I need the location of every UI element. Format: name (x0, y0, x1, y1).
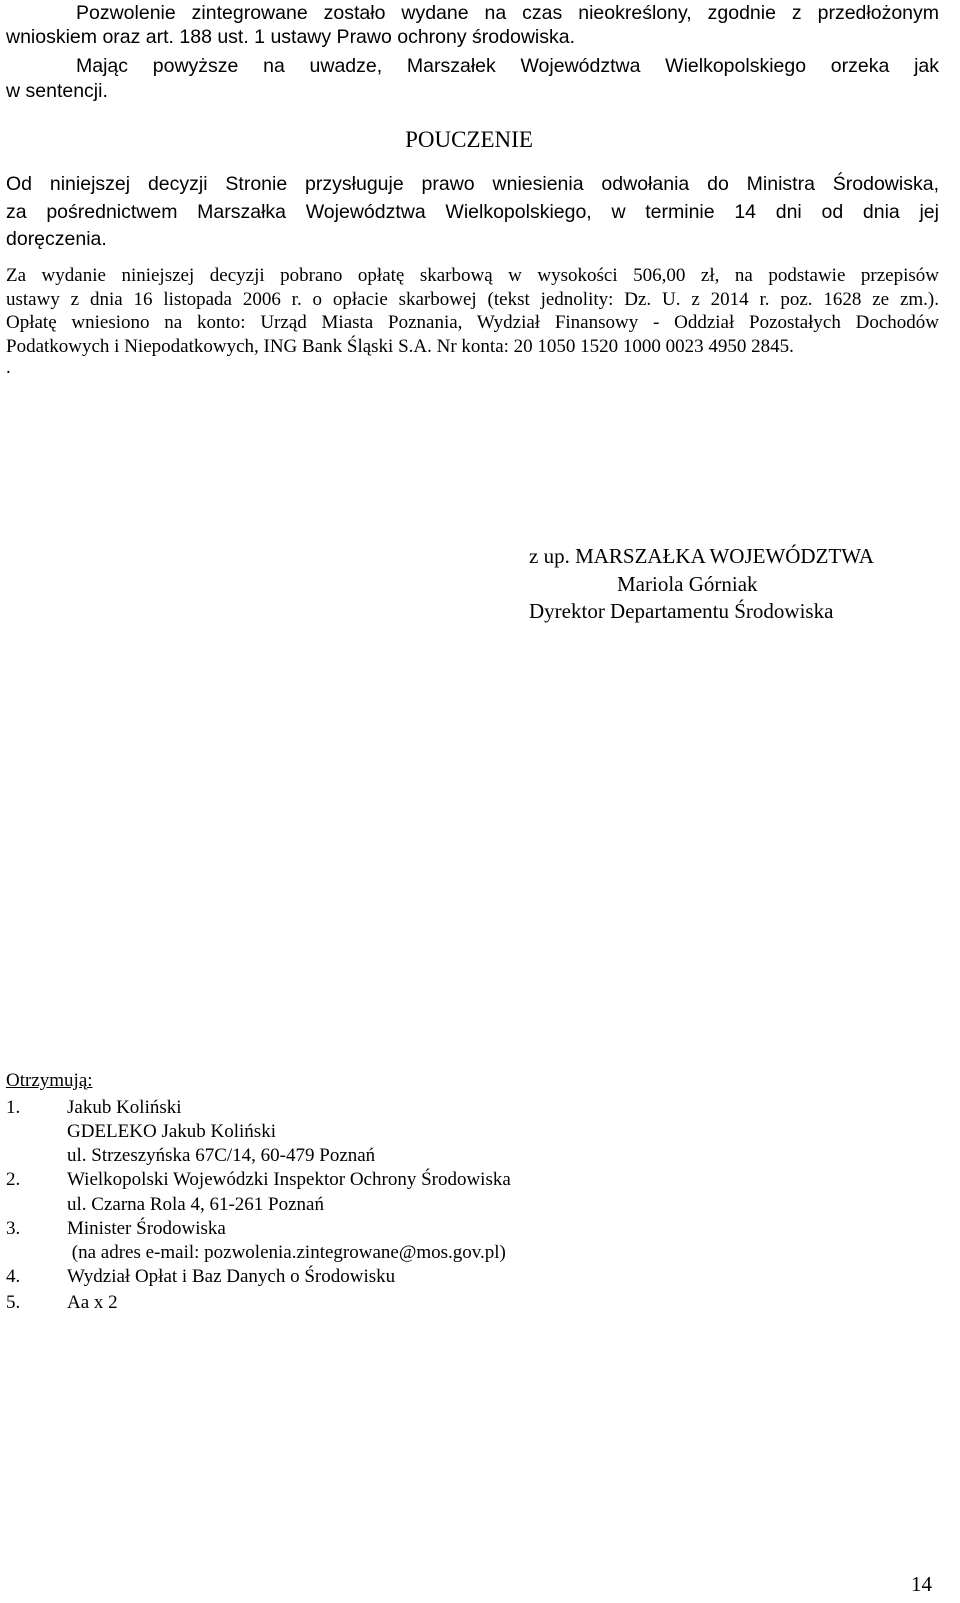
signature-name: Mariola Górniak (617, 572, 758, 596)
fee-line-4: Podatkowych i Niepodatkowych, ING Bank Śląski S.A. Nr konta: 20 1050 1520 1000 0023 4950 2845. (6, 336, 794, 357)
pouczenie-heading: POUCZENIE (405, 127, 533, 152)
recipient-2-line-1: Wielkopolski Wojewódzki Inspektor Ochrony Środowiska (67, 1169, 511, 1190)
recipient-1-line-3: ul. Strzeszyńska 67C/14, 60-479 Poznań (67, 1145, 376, 1166)
recipient-1-line-2: GDELEKO Jakub Koliński (67, 1121, 276, 1142)
recipient-3-line-1: Minister Środowiska (67, 1218, 226, 1239)
recipient-4-number: 4. (6, 1266, 21, 1287)
recipient-4-line-1: Wydział Opłat i Baz Danych o Środowisku (67, 1266, 396, 1287)
fee-line-3: Opłatę wniesiono na konto: Urząd Miasta Poznania, Wydział Finansowy - Oddział Pozostałych Dochodów (6, 312, 939, 333)
fee-line-1: Za wydanie niniejszej decyzji pobrano opłatę skarbową w wysokości 506,00 zł, na podstawie przepisów (6, 265, 939, 286)
fee-line-2: ustawy z dnia 16 listopada 2006 r. o opłacie skarbowej (tekst jednolity: Dz. U. z 2014 r. poz. 1628 ze zm.). (6, 289, 939, 310)
intro-line-4: w sentencji. (6, 80, 108, 102)
signature-title: Dyrektor Departamentu Środowiska (529, 599, 834, 623)
recipients-title: Otrzymują: (6, 1070, 93, 1091)
recipient-2-line-2: ul. Czarna Rola 4, 61-261 Poznań (67, 1194, 324, 1215)
intro-line-2: wnioskiem oraz art. 188 ust. 1 ustawy Prawo ochrony środowiska. (6, 26, 575, 48)
recipient-5-line-1: Aa x 2 (67, 1292, 118, 1313)
recipient-2-number: 2. (6, 1169, 21, 1190)
pouczenie-line-3: doręczenia. (6, 228, 107, 250)
intro-line-1: Pozwolenie zintegrowane zostało wydane na czas nieokreślony, zgodnie z przedłożonym (76, 2, 939, 24)
page-number: 14 (911, 1572, 932, 1596)
recipient-1-number: 1. (6, 1097, 21, 1118)
pouczenie-line-2: za pośrednictwem Marszałka Województwa Wielkopolskiego, w terminie 14 dni od dnia jej (6, 201, 939, 223)
fee-line-5: . (6, 357, 11, 378)
recipient-3-line-2: (na adres e-mail: pozwolenia.zintegrowane@mos.gov.pl) (67, 1242, 506, 1263)
recipient-1-line-1: Jakub Koliński (67, 1097, 182, 1118)
recipient-3-number: 3. (6, 1218, 21, 1239)
intro-line-3: Mając powyższe na uwadze, Marszałek Województwa Wielkopolskiego orzeka jak (76, 55, 939, 77)
recipient-5-number: 5. (6, 1292, 21, 1313)
signature-line-1: z up. MARSZAŁKA WOJEWÓDZTWA (529, 544, 874, 568)
pouczenie-line-1: Od niniejszej decyzji Stronie przysługuje prawo wniesienia odwołania do Ministra Środowiska, (6, 173, 939, 195)
